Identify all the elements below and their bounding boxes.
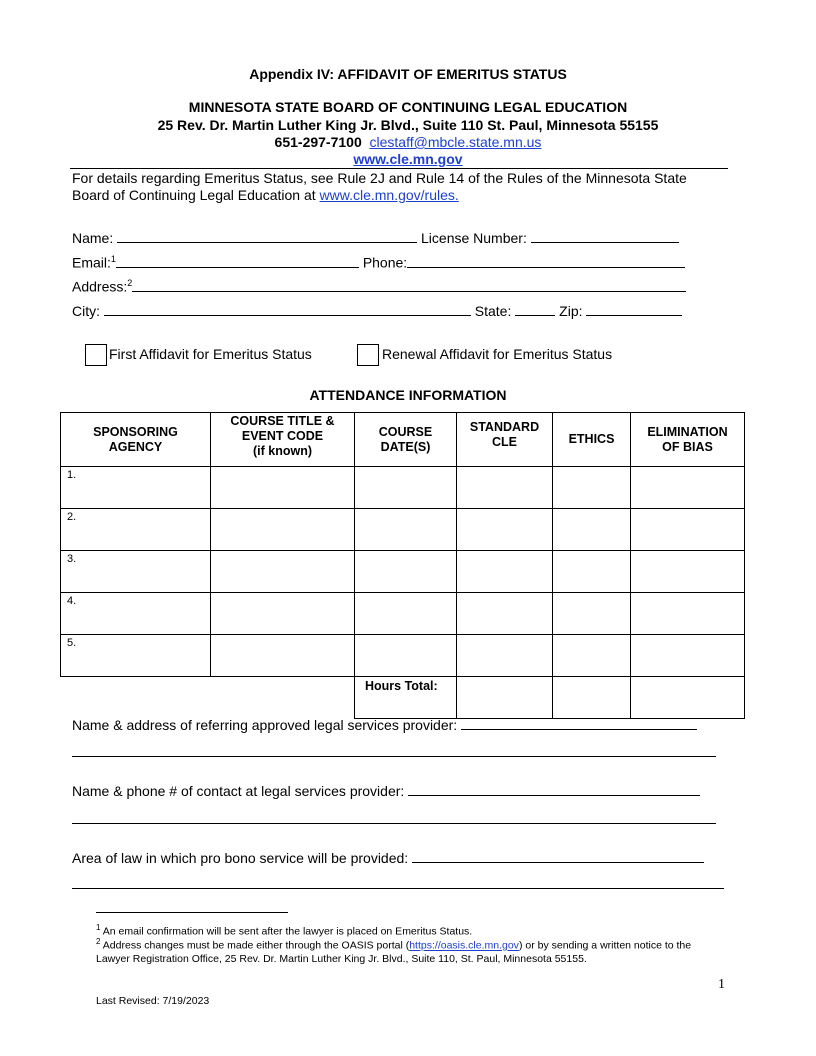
col-standard-cle: STANDARD CLE <box>457 413 553 467</box>
header-divider <box>70 168 728 169</box>
row-number: 2. <box>61 509 211 551</box>
website-line <box>0 151 816 167</box>
empty-cell <box>211 677 355 719</box>
referring-provider-field[interactable] <box>461 718 697 730</box>
intro-line-2 <box>72 187 459 203</box>
area-of-law-field[interactable] <box>412 851 704 863</box>
footnote-separator <box>96 912 288 913</box>
board-email-link[interactable]: clestaff@mbcle.state.mn.us <box>369 134 542 150</box>
board-name: MINNESOTA STATE BOARD OF CONTINUING LEGAL EDUCATION <box>188 99 628 115</box>
phone-field[interactable] <box>407 256 685 268</box>
table-row <box>61 551 745 593</box>
board-phone: 651-297-7100 <box>274 134 362 150</box>
area-of-law-label: Area of law in which pro bono service will be provided: <box>72 850 409 866</box>
col-elimination-of-bias: ELIMINATION OF BIAS <box>631 413 745 467</box>
phone-label: Phone: <box>362 254 408 271</box>
table-cell[interactable] <box>211 593 355 635</box>
contact-row <box>72 783 700 799</box>
table-cell[interactable] <box>355 509 457 551</box>
board-website-link[interactable]: www.cle.mn.gov <box>353 151 463 167</box>
footnote-2: $^2$ Address changes must be made either through the OASIS portal (https://oasis.cle.mn.gov) or by sending a written notice to the Lawyer Registration Office, 25 Rev. Dr. Martin Luther King Jr. Blvd., Suite 110, St. Paul, Minnesota 55155. <box>96 937 692 965</box>
table-cell[interactable] <box>211 509 355 551</box>
board-address: 25 Rev. Dr. Martin Luther King Jr. Blvd., Suite 110 St. Paul, Minnesota 55155 <box>157 117 659 133</box>
empty-cell <box>61 677 211 719</box>
table-cell[interactable] <box>355 635 457 677</box>
intro-text: Board of Continuing Legal Education at <box>72 187 316 203</box>
address-label: Address: <box>72 278 128 295</box>
attendance-title: ATTENDANCE INFORMATION <box>309 387 507 403</box>
footnote-1: $^1$ An email confirmation will be sent after the lawyer is placed on Emeritus Status. <box>96 923 473 938</box>
referring-provider-line-2[interactable] <box>72 756 716 757</box>
name-label: Name: <box>72 230 114 246</box>
email-field[interactable] <box>116 256 359 268</box>
state-field[interactable] <box>515 304 555 316</box>
table-cell[interactable] <box>457 635 553 677</box>
col-course-dates: COURSE DATE(S) <box>355 413 457 467</box>
row-number: 3. <box>61 551 211 593</box>
table-cell[interactable] <box>457 509 553 551</box>
col-ethics: ETHICS <box>553 413 631 467</box>
last-revised: Last Revised: 7/19/2023 <box>96 995 210 1007</box>
area-of-law-line-2[interactable] <box>72 888 724 889</box>
name-field[interactable] <box>117 231 417 243</box>
table-cell[interactable] <box>631 635 745 677</box>
email-label: Email: <box>72 254 111 271</box>
email-footnote-ref: 1 <box>110 254 116 264</box>
city-field[interactable] <box>104 304 471 316</box>
table-cell[interactable] <box>631 551 745 593</box>
license-field[interactable] <box>531 231 679 243</box>
referring-provider-row <box>72 717 697 733</box>
total-elimination-of-bias[interactable] <box>631 677 745 719</box>
page-number: 1 <box>718 977 725 992</box>
address-footnote-ref: 2 <box>127 278 133 288</box>
renewal-affidavit-checkbox[interactable] <box>357 344 379 366</box>
contact-field[interactable] <box>408 784 700 796</box>
table-cell[interactable] <box>457 593 553 635</box>
table-cell[interactable] <box>553 551 631 593</box>
intro-line-1: For details regarding Emeritus Status, see Rule 2J and Rule 14 of the Rules of the Minnesota State <box>72 170 687 186</box>
area-of-law-row <box>72 850 704 866</box>
table-cell[interactable] <box>631 467 745 509</box>
address-field[interactable] <box>132 280 686 292</box>
hours-total-row <box>61 677 745 719</box>
email-row <box>72 254 685 271</box>
zip-field[interactable] <box>586 304 682 316</box>
city-row <box>72 303 682 319</box>
table-cell[interactable] <box>457 467 553 509</box>
table-cell[interactable] <box>553 635 631 677</box>
table-cell[interactable] <box>355 467 457 509</box>
table-cell[interactable] <box>355 593 457 635</box>
table-row <box>61 635 745 677</box>
oasis-portal-link[interactable]: https://oasis.cle.mn.gov <box>409 939 519 952</box>
col-sponsoring-agency: SPONSORING AGENCY <box>61 413 211 467</box>
total-ethics[interactable] <box>553 677 631 719</box>
table-cell[interactable] <box>553 509 631 551</box>
hours-total-label: Hours Total: <box>355 677 457 719</box>
city-label: City: <box>72 303 100 319</box>
referring-provider-label: Name & address of referring approved legal services provider: <box>72 717 458 733</box>
contact-label: Name & phone # of contact at legal services provider: <box>72 783 405 799</box>
table-cell[interactable] <box>553 467 631 509</box>
state-label: State: <box>474 303 512 319</box>
col-course-title: COURSE TITLE & EVENT CODE (if known) <box>211 413 355 467</box>
address-row <box>72 278 686 295</box>
contact-line <box>0 134 816 150</box>
contact-line-2[interactable] <box>72 823 716 824</box>
table-row <box>61 593 745 635</box>
first-affidavit-label: First Affidavit for Emeritus Status <box>109 346 312 362</box>
table-cell[interactable] <box>553 593 631 635</box>
license-label: License Number: <box>421 230 527 246</box>
table-cell[interactable] <box>631 593 745 635</box>
zip-label: Zip: <box>559 303 583 319</box>
row-number: 4. <box>61 593 211 635</box>
attendance-header-row <box>61 413 745 467</box>
table-cell[interactable] <box>631 509 745 551</box>
table-cell[interactable] <box>457 551 553 593</box>
first-affidavit-checkbox[interactable] <box>85 344 107 366</box>
name-row <box>72 230 679 246</box>
row-number: 1. <box>61 467 211 509</box>
table-cell[interactable] <box>211 551 355 593</box>
table-cell[interactable] <box>355 551 457 593</box>
table-row <box>61 509 745 551</box>
table-cell[interactable] <box>211 635 355 677</box>
table-cell[interactable] <box>211 467 355 509</box>
row-number: 5. <box>61 635 211 677</box>
table-row <box>61 467 745 509</box>
appendix-title: Appendix IV: AFFIDAVIT OF EMERITUS STATUS <box>249 66 567 82</box>
attendance-table <box>60 412 745 719</box>
rules-link[interactable]: www.cle.mn.gov/rules. <box>319 187 459 203</box>
total-standard-cle[interactable] <box>457 677 553 719</box>
renewal-affidavit-label: Renewal Affidavit for Emeritus Status <box>382 346 613 362</box>
